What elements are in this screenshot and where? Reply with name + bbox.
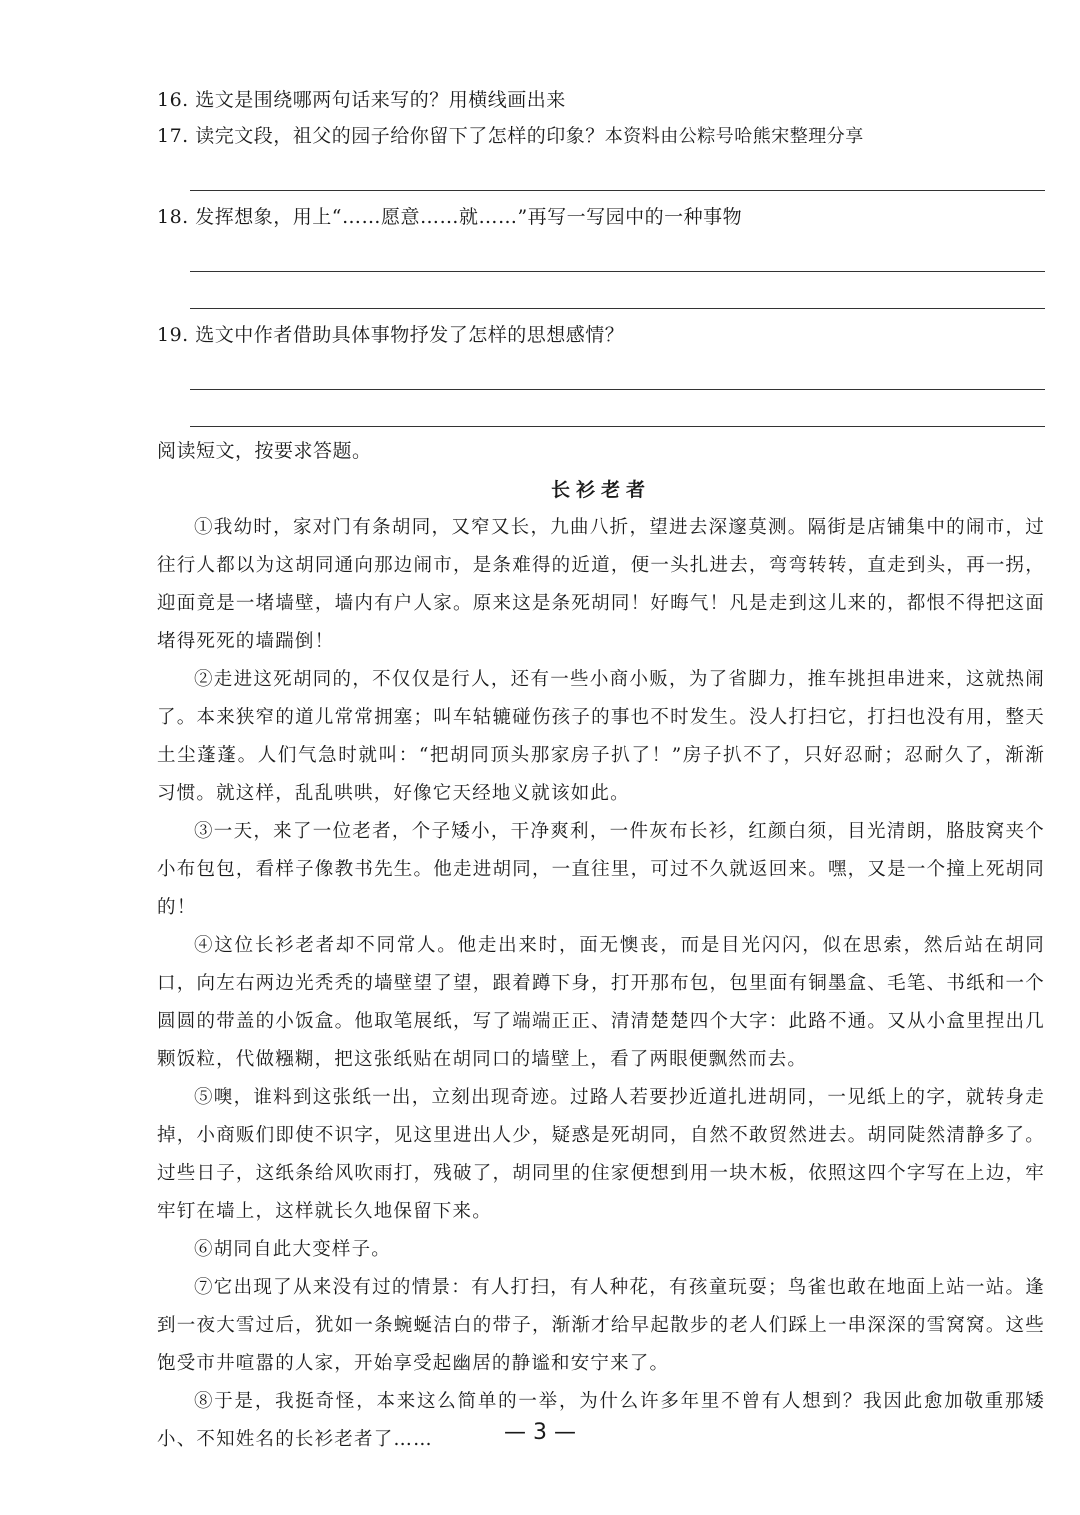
article-paragraph-1: ①我幼时，家对门有条胡同，又窄又长，九曲八折，望进去深邃莫测。隔街是店铺集中的闹市，过往行人都以为这胡同通向那边闹市，是条难得的近道，便一头扎进去，弯弯转转，直走到头，再一拐，迎面竟是一堵墙壁，墙内有户人家。原来这是条死胡同！好晦气！凡是走到这儿来的，都恨不得把这面堵得死死的墙踹倒！ [157, 517, 1045, 652]
article-paragraph-3: ③一天，来了一位老者，个子矮小，干净爽利，一件灰布长衫，红颜白须，目光清朗，胳肢窝夹个小布包包，看样子像教书先生。他走进胡同，一直往里，可过不久就返回来。嘿，又是一个撞上死胡同的！ [157, 821, 1045, 918]
answer-line[interactable] [190, 390, 1045, 427]
answer-line[interactable] [190, 353, 1045, 390]
article-paragraph-7: ⑦它出现了从来没有过的情景：有人打扫，有人种花，有孩童玩耍；鸟雀也敢在地面上站一站。逢到一夜大雪过后，犹如一条蜿蜒洁白的带子，渐渐才给早起散步的老人们踩上一串深深的雪窝窝。这些饱受市井喧嚣的人家，开始享受起幽居的静谧和安宁来了。 [157, 1277, 1045, 1374]
answer-line[interactable] [190, 154, 1045, 191]
answer-line[interactable] [190, 235, 1045, 272]
question-18: 18. 发挥想象，用上“……愿意……就……”再写一写园中的一种事物 [157, 206, 743, 228]
page-number: — 3 — [504, 1420, 576, 1445]
article-paragraph-4: ④这位长衫老者却不同常人。他走出来时，面无懊丧，而是目光闪闪，似在思索，然后站在胡同口，向左右两边光秃秃的墙壁望了望，跟着蹲下身，打开那布包，包里面有铜墨盒、毛笔、书纸和一个圆圆的带盖的小饭盒。他取笔展纸，写了端端正正、清清楚楚四个大字：此路不通。又从小盒里捏出几颗饭粒，代做糨糊，把这张纸贴在胡同口的墙壁上，看了两眼便飘然而去。 [157, 935, 1045, 1070]
article-paragraph-5: ⑤噢，谁料到这张纸一出，立刻出现奇迹。过路人若要抄近道扎进胡同，一见纸上的字，就转身走掉，小商贩们即使不识字，见这里进出人少，疑惑是死胡同，自然不敢贸然进去。胡同陡然清静多了。过些日子，这纸条给风吹雨打，残破了，胡同里的住家便想到用一块木板，依照这四个字写在上边，牢牢钉在墙上，这样就长久地保留下来。 [157, 1087, 1045, 1222]
reading-instructions: 阅读短文，按要求答题。 [157, 440, 372, 462]
question-17 [157, 118, 1045, 154]
worksheet-page [157, 82, 1045, 1459]
article-paragraph-8: ⑧于是，我挺奇怪，本来这么简单的一举，为什么许多年里不曾有人想到？我因此愈加敬重那矮小、不知姓名的长衫老者了…… [157, 1391, 1045, 1450]
answer-line[interactable] [190, 272, 1045, 309]
question-16: 16. 选文是围绕哪两句话来写的？用横线画出来 [157, 89, 566, 111]
question-17-text: 17. 读完文段，祖父的园子给你留下了怎样的印象？ [157, 125, 605, 147]
source-note: 本资料由公粽号哈熊宋整理分享 [604, 126, 864, 147]
article-paragraph-2: ②走进这死胡同的，不仅仅是行人，还有一些小商小贩，为了省脚力，推车挑担串进来，这就热闹了。本来狭窄的道儿常常拥塞；叫车轱辘碰伤孩子的事也不时发生。没人打扫它，打扫也没有用，整天土尘蓬蓬。人们气急时就叫：“把胡同顶头那家房子扒了！”房子扒不了，只好忍耐；忍耐久了，渐渐习惯。就这样，乱乱哄哄，好像它天经地义就该如此。 [157, 669, 1045, 804]
article-paragraph-6: ⑥胡同自此大变样子。 [194, 1239, 392, 1260]
question-19: 19. 选文中作者借助具体事物抒发了怎样的思想感情？ [157, 324, 625, 346]
article-title: 长衫老者 [550, 479, 651, 501]
